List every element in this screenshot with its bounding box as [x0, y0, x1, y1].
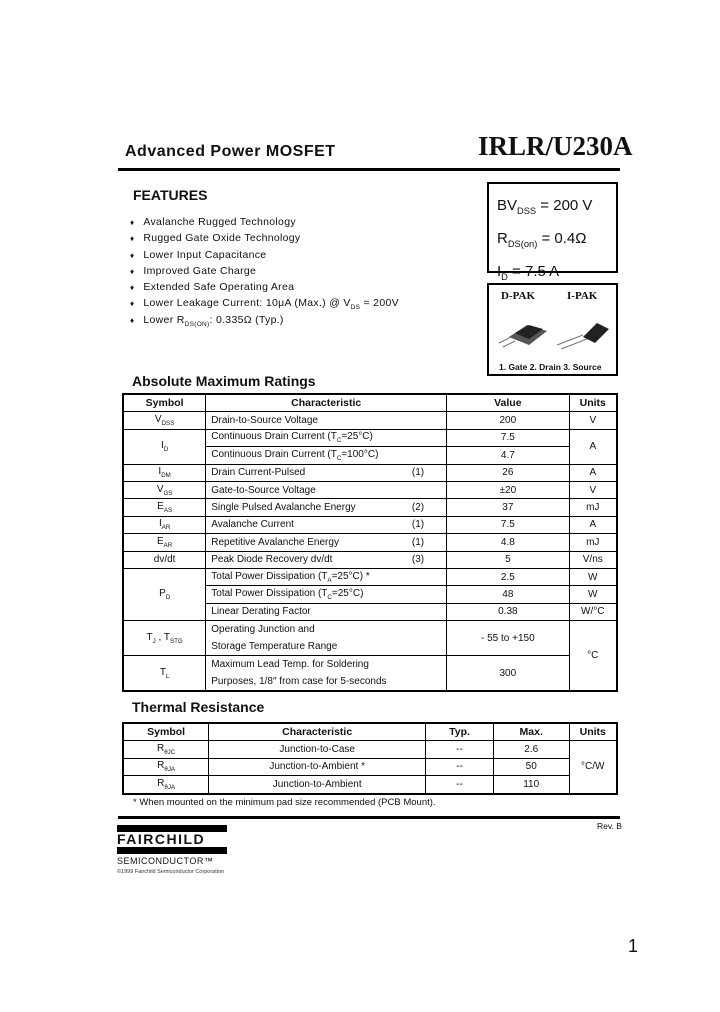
col-header: Characteristic — [206, 394, 447, 412]
typ: -- — [426, 741, 494, 758]
symbol: $T_J$ , $T_{STG}$ — [123, 621, 206, 656]
copyright: ©1999 Fairchild Semiconductor Corporation — [117, 869, 225, 875]
logo-subtitle: SEMICONDUCTOR™ — [117, 856, 214, 866]
symbol: $I_D$ — [123, 429, 206, 464]
document-subtitle: Advanced Power MOSFET — [125, 143, 336, 160]
col-header: Characteristic — [209, 723, 426, 741]
symbol: $V_{GS}$ — [123, 481, 206, 498]
characteristic: Continuous Drain Current $(T_C=100^\circ C)$ — [206, 447, 447, 464]
logo-wordmark: FAIRCHILD — [117, 831, 206, 847]
spec-value: = 0.4Ω — [537, 230, 587, 247]
absolute-max-ratings-table — [122, 393, 618, 692]
thermal-resistance-table — [122, 722, 618, 795]
feature-item: ♦ Improved Gate Charge — [130, 263, 399, 279]
value: 4.8 — [447, 534, 569, 551]
value: 7.5 — [447, 516, 569, 533]
col-header: Value — [447, 394, 569, 412]
units: W — [569, 586, 617, 603]
table-header-row — [123, 723, 617, 741]
feature-item: ♦ Rugged Gate Oxide Technology — [130, 230, 399, 246]
characteristic: Gate-to-Source Voltage — [206, 481, 447, 498]
characteristic: Linear Derating Factor — [206, 603, 447, 620]
value: 37 — [447, 499, 569, 516]
spec-label: I — [497, 263, 502, 280]
feature-text: = 200V — [360, 297, 399, 310]
units: W — [569, 568, 617, 585]
value: 48 — [447, 586, 569, 603]
characteristic: Single Pulsed Avalanche Energy (2) — [206, 499, 447, 516]
package-illustration-icon — [497, 307, 612, 352]
value: 4.7 — [447, 447, 569, 464]
value: 26 — [447, 464, 569, 481]
units: W/°C — [569, 603, 617, 620]
features-list — [130, 214, 399, 328]
fairchild-logo — [117, 825, 227, 875]
units: A — [569, 464, 617, 481]
characteristic: Repetitive Avalanche Energy (1) — [206, 534, 447, 551]
abs-max-heading: Absolute Maximum Ratings — [132, 373, 316, 389]
characteristic: Maximum Lead Temp. for Soldering Purposes, 1/8″ from case for 5-seconds — [206, 656, 447, 692]
table-row — [123, 551, 617, 568]
characteristic: Junction-to-Ambient * — [209, 758, 426, 775]
symbol: $I_{AR}$ — [123, 516, 206, 533]
dpak-label: D-PAK — [501, 290, 536, 302]
table-row — [123, 776, 617, 794]
table-row — [123, 534, 617, 551]
spec-bvdss — [497, 192, 616, 225]
value: ±20 — [447, 481, 569, 498]
characteristic: Junction-to-Case — [209, 741, 426, 758]
units: V — [569, 412, 617, 429]
ipak-label: I-PAK — [567, 290, 598, 302]
characteristic: Drain Current-Pulsed (1) — [206, 464, 447, 481]
spec-value: = 7.5 A — [507, 263, 560, 280]
feature-text: Lower Leakage Current: 10μA (Max.) @ V — [143, 297, 351, 310]
features-heading: FEATURES — [133, 187, 208, 203]
symbol: $E_{AS}$ — [123, 499, 206, 516]
symbol: $T_L$ — [123, 656, 206, 692]
feature-item: ♦ Avalanche Rugged Technology — [130, 214, 399, 230]
max: 50 — [493, 758, 569, 775]
feature-item: ♦ Extended Safe Operating Area — [130, 279, 399, 295]
feature-item: ♦ Lower Input Capacitance — [130, 247, 399, 263]
characteristic: Avalanche Current (1) — [206, 516, 447, 533]
table-row — [123, 741, 617, 758]
characteristic: Junction-to-Ambient — [209, 776, 426, 794]
spec-value: = 200 V — [536, 197, 593, 214]
spec-sub: DS(on) — [507, 239, 538, 249]
footer-rule — [118, 816, 620, 819]
spec-sub: DSS — [517, 206, 537, 216]
table-row — [123, 621, 617, 656]
symbol: $V_{DSS}$ — [123, 412, 206, 429]
typ: -- — [426, 758, 494, 775]
package-box — [487, 283, 618, 376]
max: 2.6 — [493, 741, 569, 758]
table-row — [123, 464, 617, 481]
feature-text: Lower R — [143, 313, 185, 326]
col-header: Units — [569, 723, 617, 741]
thermal-heading: Thermal Resistance — [132, 699, 265, 715]
value: 5 — [447, 551, 569, 568]
typ: -- — [426, 776, 494, 794]
table-row — [123, 656, 617, 692]
max: 110 — [493, 776, 569, 794]
value: 200 — [447, 412, 569, 429]
units: A — [569, 429, 617, 464]
col-header: Symbol — [123, 723, 209, 741]
feature-item — [130, 295, 399, 311]
feature-sub: DS(ON) — [184, 320, 210, 328]
units: mJ — [569, 534, 617, 551]
table-header-row — [123, 394, 617, 412]
units: V/ns — [569, 551, 617, 568]
symbol: $R_{\theta JA}$ — [123, 776, 209, 794]
table-row — [123, 568, 617, 585]
table-row — [123, 412, 617, 429]
table-row — [123, 481, 617, 498]
characteristic: Operating Junction and Storage Temperature Range — [206, 621, 447, 656]
symbol: $P_D$ — [123, 568, 206, 620]
units: A — [569, 516, 617, 533]
feature-item — [130, 312, 399, 328]
units: °C — [569, 621, 617, 692]
value: 0.38 — [447, 603, 569, 620]
table-row — [123, 499, 617, 516]
spec-sub: D — [501, 272, 508, 282]
value: 300 — [447, 656, 569, 692]
header-rule — [118, 168, 620, 171]
table-row — [123, 429, 617, 446]
value: 2.5 — [447, 568, 569, 585]
units: V — [569, 481, 617, 498]
symbol: $I_{DM}$ — [123, 464, 206, 481]
col-header: Units — [569, 394, 617, 412]
symbol: $R_{\theta JC}$ — [123, 741, 209, 758]
spec-rdson — [497, 225, 616, 258]
pin-legend: 1. Gate 2. Drain 3. Source — [499, 362, 602, 372]
symbol: $R_{\theta JA}$ — [123, 758, 209, 775]
footnote: * When mounted on the minimum pad size recommended (PCB Mount). — [133, 797, 436, 808]
spec-label: BV — [497, 197, 518, 214]
characteristic: Peak Diode Recovery dv/dt (3) — [206, 551, 447, 568]
col-header: Typ. — [426, 723, 494, 741]
col-header: Max. — [493, 723, 569, 741]
col-header: Symbol — [123, 394, 206, 412]
value: - 55 to +150 — [447, 621, 569, 656]
units: °C/W — [569, 741, 617, 794]
characteristic: Drain-to-Source Voltage — [206, 412, 447, 429]
key-specs-box — [487, 182, 618, 282]
page-number: 1 — [628, 936, 639, 956]
units: mJ — [569, 499, 617, 516]
revision: Rev. B — [597, 821, 622, 831]
characteristic: Total Power Dissipation $(T_A=25^\circ C)$ * — [206, 568, 447, 585]
feature-text: : 0.335Ω (Typ.) — [209, 313, 284, 326]
symbol: dv/dt — [123, 551, 206, 568]
characteristic: Total Power Dissipation $(T_C=25^\circ C)$ — [206, 586, 447, 603]
table-row — [123, 516, 617, 533]
part-number: IRLR/U230A — [478, 131, 633, 161]
value: 7.5 — [447, 429, 569, 446]
table-row — [123, 758, 617, 775]
symbol: $E_{AR}$ — [123, 534, 206, 551]
characteristic: Continuous Drain Current $(T_C=25^\circ C)$ — [206, 429, 447, 446]
spec-label: R — [497, 230, 508, 247]
feature-sub: DS — [350, 304, 361, 312]
